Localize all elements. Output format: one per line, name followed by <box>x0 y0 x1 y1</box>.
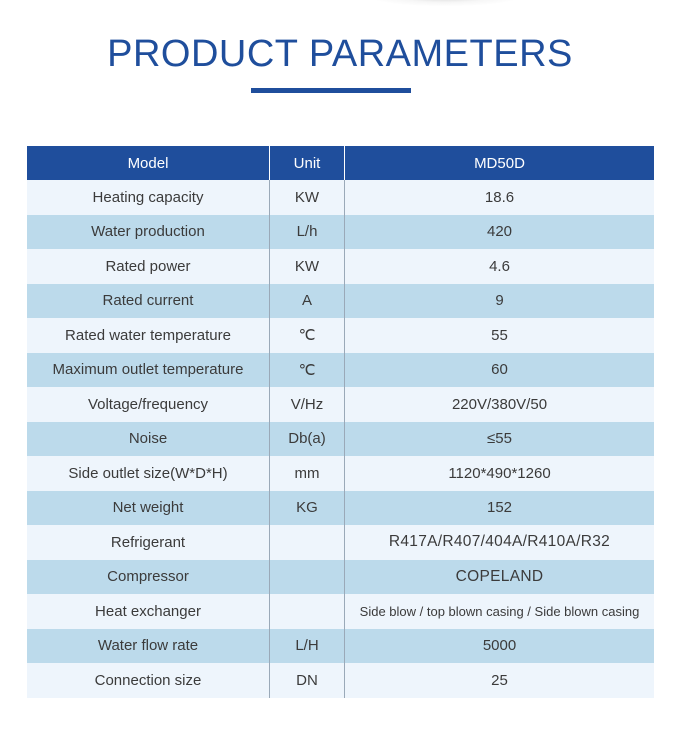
param-unit: KW <box>269 249 345 284</box>
param-value: 152 <box>486 499 513 517</box>
param-value: 25 <box>491 671 508 689</box>
param-value: 4.6 <box>489 257 510 275</box>
table-row <box>27 249 654 284</box>
param-value: 220V/380V/50 <box>451 395 548 413</box>
param-unit: ℃ <box>269 318 345 353</box>
decorative-glow <box>370 0 520 6</box>
param-value: 60 <box>491 361 508 379</box>
table-row <box>27 215 654 250</box>
param-label: Net weight <box>112 499 184 517</box>
param-label: Rated power <box>105 257 191 275</box>
param-value: 9 <box>495 292 504 310</box>
param-value: Side blow / top blown casing / Side blown casing <box>359 603 640 619</box>
param-label: Compressor <box>107 568 189 586</box>
param-label: Maximum outlet temperature <box>52 361 244 379</box>
param-unit <box>269 560 345 595</box>
param-label: Side outlet size(W*D*H) <box>68 464 228 482</box>
param-value: ≤55 <box>487 430 512 448</box>
param-label: Connection size <box>94 671 202 689</box>
spec-table <box>27 146 654 698</box>
table-row <box>27 284 654 319</box>
param-value: COPELAND <box>455 567 544 585</box>
column-header-model: Model <box>127 154 169 172</box>
table-row <box>27 422 654 457</box>
param-label: Refrigerant <box>110 533 186 551</box>
param-label: Rated current <box>102 292 194 310</box>
param-label: Noise <box>128 430 168 448</box>
param-unit: DN <box>269 663 345 698</box>
param-value: 420 <box>486 223 513 241</box>
param-unit: V/Hz <box>269 387 345 422</box>
param-unit: Db(a) <box>269 422 345 457</box>
param-unit: L/H <box>269 629 345 664</box>
param-unit: KW <box>269 180 345 215</box>
table-row <box>27 594 654 629</box>
param-unit: ℃ <box>269 353 345 388</box>
page-title: PRODUCT PARAMETERS <box>107 33 573 75</box>
param-label: Water flow rate <box>97 637 199 655</box>
table-row <box>27 560 654 595</box>
table-row <box>27 491 654 526</box>
param-value: R417A/R407/404A/R410A/R32 <box>388 533 611 551</box>
table-row <box>27 387 654 422</box>
table-row <box>27 663 654 698</box>
param-unit <box>269 525 345 560</box>
table-header-row <box>27 146 654 180</box>
param-label: Voltage/frequency <box>87 395 209 413</box>
param-value: 55 <box>491 326 508 344</box>
param-unit: L/h <box>269 215 345 250</box>
column-header-model-value: MD50D <box>474 154 525 172</box>
param-label: Rated water temperature <box>65 326 231 344</box>
table-row <box>27 525 654 560</box>
param-unit: mm <box>269 456 345 491</box>
column-header-unit: Unit <box>269 146 345 180</box>
param-value: 1120*490*1260 <box>448 464 551 482</box>
table-row <box>27 180 654 215</box>
param-label: Heat exchanger <box>95 602 201 620</box>
param-label: Water production <box>91 223 205 241</box>
table-row <box>27 318 654 353</box>
param-unit: KG <box>269 491 345 526</box>
table-row <box>27 629 654 664</box>
title-underline <box>251 88 411 93</box>
param-unit <box>269 594 345 629</box>
table-row <box>27 456 654 491</box>
param-label: Heating capacity <box>92 188 204 206</box>
param-unit: A <box>269 284 345 319</box>
table-row <box>27 353 654 388</box>
param-value: 18.6 <box>484 188 515 206</box>
param-value: 5000 <box>482 637 517 655</box>
